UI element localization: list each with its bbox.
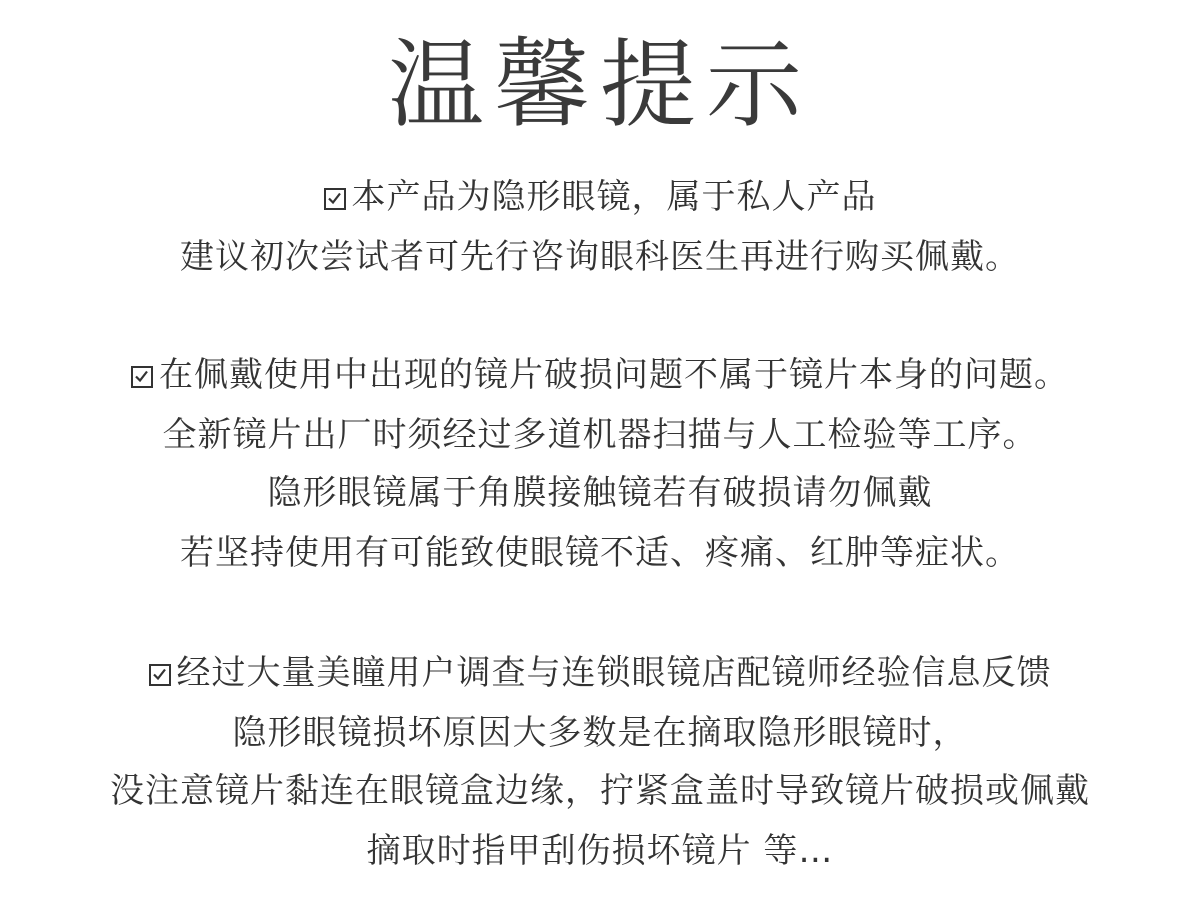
- section2-line2: 全新镜片出厂时须经过多道机器扫描与人工检验等工序。: [162, 415, 1038, 455]
- section3-text-1: 经过大量美瞳用户调查与连锁眼镜店配镜师经验信息反馈: [176, 653, 1052, 693]
- page-title: 温馨提示: [388, 29, 812, 141]
- section1-text-1: 本产品为隐形眼镜，属于私人产品: [351, 177, 877, 217]
- section3-line3: 没注意镜片黏连在眼镜盒边缘，拧紧盒盖时导致镜片破损或佩戴: [110, 771, 1090, 811]
- checkbox-checked-icon: [131, 366, 153, 388]
- section1-line2: 建议初次尝试者可先行咨询眼科医生再进行购买佩戴。: [180, 237, 1020, 277]
- section2-line4: 若坚持使用有可能致使眼镜不适、疼痛、红肿等症状。: [180, 533, 1020, 573]
- section3-line1: [0, 648, 1200, 698]
- section2-line1: [0, 350, 1200, 400]
- checkbox-checked-icon: [149, 664, 171, 686]
- section3-line2: 隐形眼镜损坏原因大多数是在摘取隐形眼镜时，: [232, 713, 968, 753]
- section2-line3: 隐形眼镜属于角膜接触镜若有破损请勿佩戴: [267, 473, 933, 513]
- section2-text-1: 在佩戴使用中出现的镜片破损问题不属于镜片本身的问题。: [159, 355, 1069, 395]
- section1-line1: [0, 172, 1200, 222]
- section3-line4: 摘取时指甲刮伤损坏镜片 等…: [366, 831, 834, 871]
- checkbox-checked-icon: [324, 188, 346, 210]
